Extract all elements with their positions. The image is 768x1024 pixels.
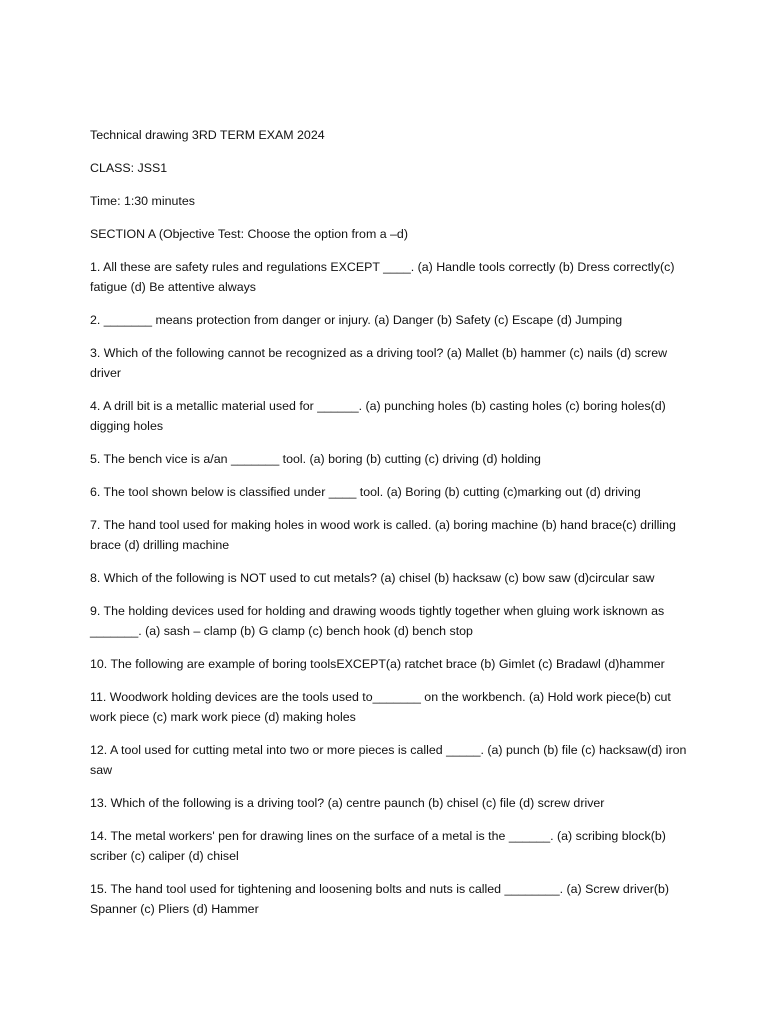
question-13: 13. Which of the following is a driving tool? (a) centre paunch (b) chisel (c) file (d) screw driver [90, 796, 605, 810]
question-1: 1. All these are safety rules and regulations EXCEPT ____. (a) Handle tools correctly (b) Dress correctly(c) fatigue (d) Be attentive always [90, 260, 675, 294]
question-5: 5. The bench vice is a/an _______ tool. (a) boring (b) cutting (c) driving (d) holding [90, 452, 541, 466]
exam-title: Technical drawing 3RD TERM EXAM 2024 [90, 128, 325, 142]
time-line: Time: 1:30 minutes [90, 194, 195, 208]
section-heading: SECTION A (Objective Test: Choose the option from a –d) [90, 227, 408, 241]
question-12: 12. A tool used for cutting metal into two or more pieces is called _____. (a) punch (b) file (c) hacksaw(d) iron saw [90, 743, 687, 777]
question-7: 7. The hand tool used for making holes in wood work is called. (a) boring machine (b) hand brace(c) drilling brace (d) drilling machine [90, 518, 676, 552]
class-line: CLASS: JSS1 [90, 161, 168, 175]
question-9: 9. The holding devices used for holding and drawing woods tightly together when gluing work isknown as _______. (a) sash – clamp (b) G clamp (c) bench hook (d) bench stop [90, 604, 665, 638]
question-11: 11. Woodwork holding devices are the tools used to_______ on the workbench. (a) Hold work piece(b) cut work piece (c) mark work piece (d) making holes [90, 690, 671, 724]
question-6: 6. The tool shown below is classified under ____ tool. (a) Boring (b) cutting (c)marking out (d) driving [90, 485, 641, 499]
question-8: 8. Which of the following is NOT used to cut metals? (a) chisel (b) hacksaw (c) bow saw (d)circular saw [90, 571, 655, 585]
question-10: 10. The following are example of boring toolsEXCEPT(a) ratchet brace (b) Gimlet (c) Bradawl (d)hammer [90, 657, 665, 671]
question-2: 2. _______ means protection from danger or injury. (a) Danger (b) Safety (c) Escape (d) Jumping [90, 313, 623, 327]
question-4: 4. A drill bit is a metallic material used for ______. (a) punching holes (b) casting holes (c) boring holes(d) digging holes [90, 399, 666, 433]
question-15: 15. The hand tool used for tightening and loosening bolts and nuts is called ________. (a) Screw driver(b) Spanner (c) Pliers (d) Hammer [90, 882, 670, 916]
question-14: 14. The metal workers' pen for drawing lines on the surface of a metal is the ______. (a) scribing block(b) scriber (c) caliper (d) chisel [90, 829, 666, 863]
exam-page [90, 125, 690, 932]
question-3: 3. Which of the following cannot be recognized as a driving tool? (a) Mallet (b) hammer (c) nails (d) screw driver [90, 346, 668, 380]
